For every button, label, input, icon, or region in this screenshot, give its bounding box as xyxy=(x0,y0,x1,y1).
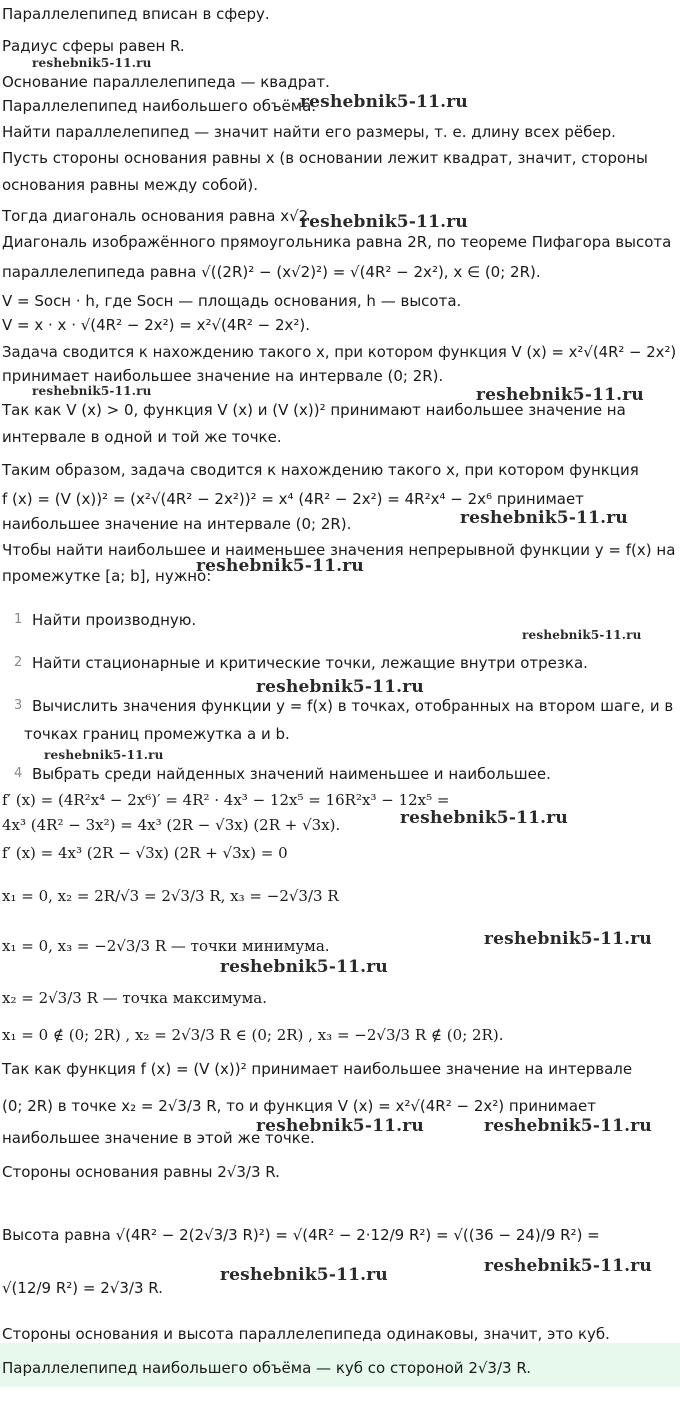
step-item: Найти производную. xyxy=(32,611,197,629)
text-line: интервале в одной и той же точке. xyxy=(2,428,282,446)
watermark: reshebnik5-11.ru xyxy=(400,808,568,828)
text-line: Основание параллелепипеда — квадрат. xyxy=(2,73,330,91)
watermark: reshebnik5-11.ru xyxy=(522,628,642,642)
derivative-line: f′ (x) = 4x³ (2R − √3x) (2R + √3x) = 0 xyxy=(2,844,288,862)
text-line: Так как функция f (x) = (V (x))² принимает наибольшее значение на интервале xyxy=(2,1060,633,1078)
watermark: reshebnik5-11.ru xyxy=(484,1116,652,1136)
roots-line: x₁ = 0, x₂ = 2R/√3 = 2√3/3 R, x₃ = −2√3/3 R xyxy=(2,887,339,905)
formula-line: V = x · x · √(4R² − 2x²) = x²√(4R² − 2x²). xyxy=(2,316,311,334)
text-line: (0; 2R) в точке x₂ = 2√3/3 R, то и функция V (x) = x²√(4R² − 2x²) принимает xyxy=(2,1097,596,1115)
watermark: reshebnik5-11.ru xyxy=(476,385,644,405)
text-line: принимает наибольшее значение на интервале (0; 2R). xyxy=(2,367,444,385)
text-line: Пусть стороны основания равны x (в основании лежит квадрат, значит, стороны xyxy=(2,149,648,167)
step-item: Выбрать среди найденных значений наименьшее и наибольшее. xyxy=(32,765,551,783)
derivative-line: 4x³ (4R² − 3x²) = 4x³ (2R − √3x) (2R + √3x). xyxy=(2,816,341,834)
text-line: наибольшее значение на интервале (0; 2R). xyxy=(2,515,352,533)
text-line: Задача сводится к нахождению такого x, при котором функция V (x) = x²√(4R² − 2x²) xyxy=(2,343,677,361)
watermark: reshebnik5-11.ru xyxy=(300,92,468,112)
step-number: 1 xyxy=(14,612,23,627)
watermark: reshebnik5-11.ru xyxy=(256,677,424,697)
watermark: reshebnik5-11.ru xyxy=(300,212,468,232)
text-line: Найти параллелепипед — значит найти его размеры, т. е. длину всех рёбер. xyxy=(2,123,616,141)
watermark: reshebnik5-11.ru xyxy=(220,957,388,977)
roots-line: x₂ = 2√3/3 R — точка максимума. xyxy=(2,989,268,1007)
roots-line: x₁ = 0 ∉ (0; 2R) , x₂ = 2√3/3 R ∈ (0; 2R) , x₃ = −2√3/3 R ∉ (0; 2R). xyxy=(2,1026,504,1044)
text-line: Стороны основания и высота параллелепипеда одинаковы, значит, это куб. xyxy=(2,1325,610,1343)
formula-line: V = Sосн · h, где Sосн — площадь основания, h — высота. xyxy=(2,292,462,310)
step-number: 4 xyxy=(14,766,23,781)
derivative-line: f′ (x) = (4R²x⁴ − 2x⁶)′ = 4R² · 4x³ − 12x⁵ = 16R²x³ − 12x⁵ = xyxy=(2,791,450,809)
watermark: reshebnik5-11.ru xyxy=(196,556,364,576)
text-line: наибольшее значение в этой же точке. xyxy=(2,1129,315,1147)
watermark: reshebnik5-11.ru xyxy=(44,748,164,762)
watermark: reshebnik5-11.ru xyxy=(220,1265,388,1285)
text-line: основания равны между собой). xyxy=(2,176,259,194)
watermark: reshebnik5-11.ru xyxy=(32,384,152,398)
text-line: Параллелепипед наибольшего объёма. xyxy=(2,97,317,115)
text-line: Стороны основания равны 2√3/3 R. xyxy=(2,1163,280,1181)
step-item: точках границ промежутка a и b. xyxy=(24,725,290,743)
text-line: Тогда диагональ основания равна x√2 xyxy=(2,207,309,225)
watermark: reshebnik5-11.ru xyxy=(460,508,628,528)
text-line: Параллелепипед вписан в сферу. xyxy=(2,5,270,23)
text-line: промежутке [a; b], нужно: xyxy=(2,567,212,585)
roots-line: x₁ = 0, x₃ = −2√3/3 R — точки минимума. xyxy=(2,937,330,955)
formula-line: f (x) = (V (x))² = (x²√(4R² − 2x²))² = x⁴ (4R² − 2x²) = 4R²x⁴ − 2x⁶ принимает xyxy=(2,490,584,508)
formula-line: √(12/9 R²) = 2√3/3 R. xyxy=(2,1279,163,1297)
watermark: reshebnik5-11.ru xyxy=(256,1116,424,1136)
text-line: Радиус сферы равен R. xyxy=(2,37,185,55)
watermark: reshebnik5-11.ru xyxy=(484,929,652,949)
step-number: 3 xyxy=(14,698,23,713)
answer-line: Параллелепипед наибольшего объёма — куб со стороной 2√3/3 R. xyxy=(2,1359,531,1377)
step-item: Вычислить значения функции y = f(x) в точках, отобранных на втором шаге, и в xyxy=(32,697,674,715)
text-line: Так как V (x) > 0, функция V (x) и (V (x))² принимают наибольшее значение на xyxy=(2,401,626,419)
text-line: Таким образом, задача сводится к нахождению такого x, при котором функция xyxy=(2,461,639,479)
watermark: reshebnik5-11.ru xyxy=(32,56,152,70)
formula-line: Высота равна √(4R² − 2(2√3/3 R)²) = √(4R² − 2·12/9 R²) = √((36 − 24)/9 R²) = xyxy=(2,1226,600,1244)
formula-line: параллелепипеда равна √((2R)² − (x√2)²) = √(4R² − 2x²), x ∈ (0; 2R). xyxy=(2,263,541,281)
watermark: reshebnik5-11.ru xyxy=(484,1256,652,1276)
text-line: Диагональ изображённого прямоугольника равна 2R, по теореме Пифагора высота xyxy=(2,233,672,251)
text-line: Чтобы найти наибольшее и наименьшее значения непрерывной функции y = f(x) на xyxy=(2,541,676,559)
step-item: Найти стационарные и критические точки, лежащие внутри отрезка. xyxy=(32,654,588,672)
step-number: 2 xyxy=(14,655,23,670)
